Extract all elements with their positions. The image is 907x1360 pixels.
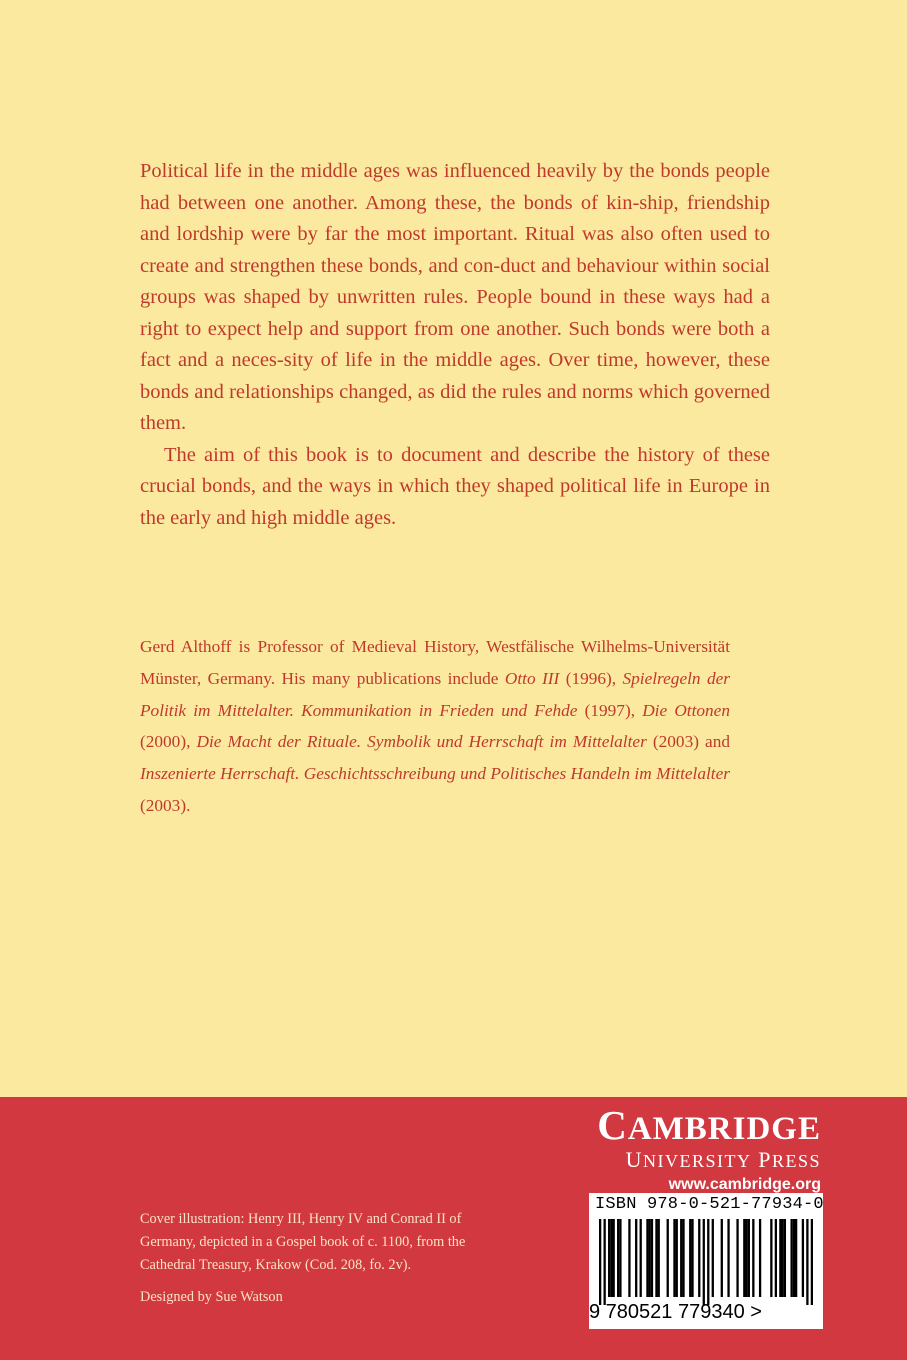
barcode-bar: [698, 1219, 700, 1297]
barcode-bar: [802, 1219, 804, 1297]
blurb-text: [140, 156, 770, 534]
barcode-bar: [689, 1219, 691, 1297]
credit-line: Germany, depicted in a Gospel book of c. 1100, from the: [140, 1234, 466, 1250]
barcode-bar: [691, 1219, 693, 1297]
barcode-bar: [781, 1219, 783, 1297]
barcode-bar: [649, 1219, 651, 1297]
designer-credit: Designed by Sue Watson: [140, 1289, 283, 1305]
publisher-subtitle: UNIVERSITY PRESS: [625, 1147, 821, 1172]
barcode-bar: [790, 1219, 792, 1297]
barcode-bar: [676, 1219, 678, 1297]
blurb-paragraph-1: Political life in the middle ages was influenced heavily by the bonds people had between one another. Among these, the bonds of kin-ship, friendship and lordship were by far the most important. Ritual was also often used to create and strengthen these bonds, and con-duct and behaviour within social groups was shaped by unwritten rules. People bound in these ways had a right to expect help and support from one another. Such bonds were both a fact and a neces-sity of life in the middle ages. Over time, however, these bonds and relationships changed, as did the rules and norms which governed them.: [140, 160, 771, 434]
barcode-bar: [619, 1219, 621, 1297]
barcode-bar: [658, 1219, 660, 1297]
barcode-bar: [655, 1219, 657, 1297]
blurb-paragraph-2: The aim of this book is to document and describe the history of these crucial bonds, and the ways in which they shaped political life in Europe in the early and high middle ages.: [140, 443, 771, 529]
publisher-logo: [597, 1102, 821, 1196]
barcode-bar: [775, 1219, 777, 1297]
barcode-bar: [628, 1219, 630, 1297]
barcode-bar: [743, 1219, 745, 1297]
isbn-barcode: [589, 1193, 823, 1329]
barcode-bar: [727, 1219, 729, 1297]
publisher-url[interactable]: www.cambridge.org: [668, 1176, 821, 1193]
barcode-bar: [811, 1219, 813, 1305]
barcode-bar: [752, 1219, 754, 1297]
barcode-bars: [599, 1219, 813, 1305]
barcode-bar: [779, 1219, 781, 1297]
isbn-label: ISBN 978-0-521-77934-0: [595, 1195, 824, 1214]
barcode-bar: [667, 1219, 669, 1297]
barcode-bar: [646, 1219, 648, 1297]
barcode-bar: [608, 1219, 610, 1297]
barcode-bar: [784, 1219, 786, 1297]
barcode-bar: [673, 1219, 675, 1297]
barcode-bar: [680, 1219, 682, 1297]
barcode-bar: [703, 1219, 705, 1305]
barcode-bar: [682, 1219, 684, 1297]
barcode-bar: [635, 1219, 637, 1297]
barcode-bar: [610, 1219, 612, 1297]
barcode-bar: [712, 1219, 714, 1297]
ean-number: 9 780521 779340 >: [589, 1301, 762, 1323]
barcode-bar: [651, 1219, 653, 1297]
publisher-name: CAMBRIDGE: [597, 1102, 821, 1148]
cover-credits: [140, 1208, 540, 1309]
barcode-bar: [736, 1219, 738, 1297]
barcode-bar: [795, 1219, 797, 1297]
barcode-bar: [770, 1219, 772, 1297]
barcode-bar: [613, 1219, 615, 1297]
barcode-bar: [748, 1219, 750, 1297]
barcode-bar: [759, 1219, 761, 1297]
barcode-bar: [793, 1219, 795, 1297]
author-bio: Gerd Althoff is Professor of Medieval History, Westfälische Wilhelms-Universität Münster, Germany. His many publications include Otto III (1996), Spielregeln der Politik im Mittelalter. Kommunikation in Frieden und Fehde (1997), Die Ottonen (2000), Die Macht der Rituale. Symbolik und Herrschaft im Mittelalter (2003) and Inszenierte Herrschaft. Geschichtsschreibung und Politisches Handeln im Mittelalter (2003).: [140, 637, 730, 815]
credit-line: Cathedral Treasury, Krakow (Cod. 208, fo. 2v).: [140, 1257, 412, 1273]
credit-line: Cover illustration: Henry III, Henry IV and Conrad II of: [140, 1211, 462, 1227]
barcode-bar: [617, 1219, 619, 1297]
barcode-bar: [721, 1219, 723, 1297]
barcode-bar: [806, 1219, 808, 1305]
barcode-bar: [604, 1219, 606, 1305]
barcode-bar: [745, 1219, 747, 1297]
barcode-bar: [707, 1219, 709, 1305]
barcode-bar: [640, 1219, 642, 1297]
barcode-bar: [599, 1219, 601, 1305]
